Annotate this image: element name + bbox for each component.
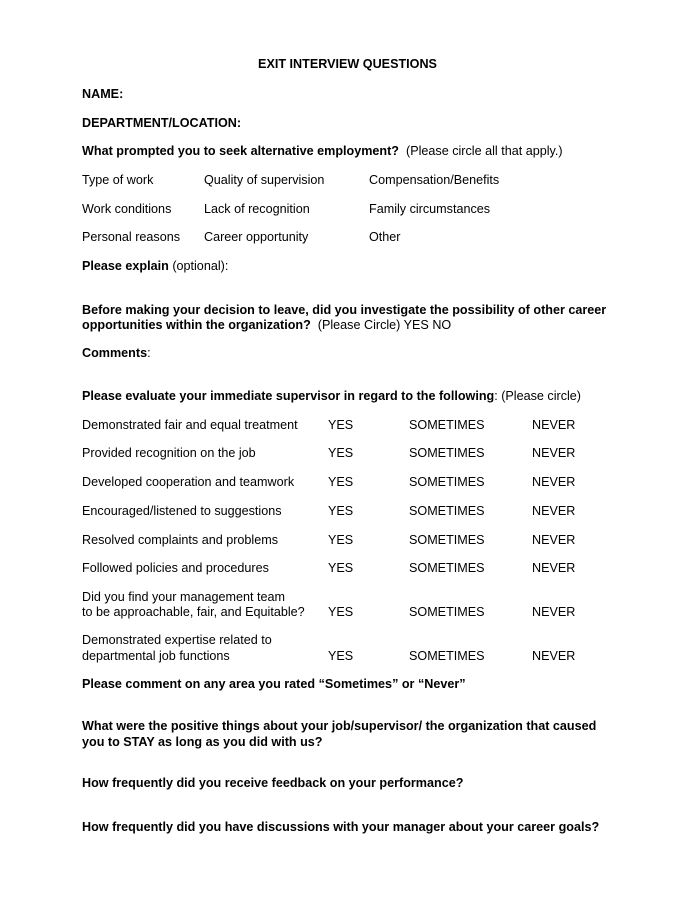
rating-yes: YES — [328, 446, 354, 460]
rating-sometimes: SOMETIMES — [409, 446, 485, 460]
rating-never: NEVER — [532, 418, 576, 432]
option-personal-reasons: Personal reasons — [82, 230, 181, 244]
rating-yes: YES — [328, 649, 354, 663]
comments-colon: : — [147, 346, 151, 360]
q3-instruction: : (Please circle) — [494, 389, 581, 403]
rating-yes: YES — [328, 475, 354, 489]
rating-yes: YES — [328, 504, 354, 518]
rating-item-label-line2: departmental job functions — [82, 649, 230, 663]
option-family-circumstances: Family circumstances — [369, 202, 491, 216]
rating-yes: YES — [328, 418, 354, 432]
rating-never: NEVER — [532, 446, 576, 460]
name-label: NAME: — [82, 87, 124, 101]
comments-row — [82, 346, 151, 360]
department-label: DEPARTMENT/LOCATION: — [82, 116, 242, 130]
rating-never: NEVER — [532, 561, 576, 575]
q1-instruction: (Please circle all that apply.) — [406, 144, 563, 158]
q5-line1: What were the positive things about your job/supervisor/ the organization that caused — [82, 719, 597, 733]
rating-item-label: Followed policies and procedures — [82, 561, 269, 575]
rating-sometimes: SOMETIMES — [409, 475, 485, 489]
rating-item-label-line1: Demonstrated expertise related to — [82, 633, 272, 647]
rating-item-label-line2: to be approachable, fair, and Equitable? — [82, 605, 305, 619]
rating-item-label-line1: Did you find your management team — [82, 590, 286, 604]
rating-item-label: Provided recognition on the job — [82, 446, 256, 460]
rating-sometimes: SOMETIMES — [409, 605, 485, 619]
rating-item-label: Resolved complaints and problems — [82, 533, 279, 547]
rating-never: NEVER — [532, 605, 576, 619]
rating-never: NEVER — [532, 533, 576, 547]
explain-note: (optional): — [172, 259, 229, 273]
explain-row — [82, 259, 228, 273]
rating-yes: YES — [328, 561, 354, 575]
q2-line2: opportunities within the organization? — [82, 318, 311, 332]
option-compensation-benefits: Compensation/Benefits — [369, 173, 500, 187]
rating-sometimes: SOMETIMES — [409, 418, 485, 432]
q7-text: How frequently did you have discussions with your manager about your career goals? — [82, 820, 600, 834]
rating-yes: YES — [328, 605, 354, 619]
q1-question: What prompted you to seek alternative employment? — [82, 144, 400, 158]
rating-sometimes: SOMETIMES — [409, 533, 485, 547]
rating-item-label: Encouraged/listened to suggestions — [82, 504, 282, 518]
q5-line2: you to STAY as long as you did with us? — [82, 735, 323, 749]
explain-label: Please explain — [82, 259, 169, 273]
rating-item-label: Developed cooperation and teamwork — [82, 475, 295, 489]
q2-instruction: (Please Circle) YES NO — [317, 318, 452, 332]
option-career-opportunity: Career opportunity — [204, 230, 309, 244]
q3-heading — [82, 389, 581, 403]
rating-never: NEVER — [532, 504, 576, 518]
option-work-conditions: Work conditions — [82, 202, 172, 216]
q3-question: Please evaluate your immediate supervisor in regard to the following — [82, 389, 495, 403]
option-type-of-work: Type of work — [82, 173, 154, 187]
rating-never: NEVER — [532, 475, 576, 489]
option-quality-of-supervision: Quality of supervision — [204, 173, 325, 187]
rating-sometimes: SOMETIMES — [409, 561, 485, 575]
document-title: EXIT INTERVIEW QUESTIONS — [258, 57, 437, 71]
rating-sometimes: SOMETIMES — [409, 649, 485, 663]
q6-text: How frequently did you receive feedback on your performance? — [82, 776, 464, 790]
rating-item-label: Demonstrated fair and equal treatment — [82, 418, 298, 432]
rating-sometimes: SOMETIMES — [409, 504, 485, 518]
option-lack-of-recognition: Lack of recognition — [204, 202, 310, 216]
rating-never: NEVER — [532, 649, 576, 663]
rating-yes: YES — [328, 533, 354, 547]
q1-heading — [82, 144, 563, 158]
q4-text: Please comment on any area you rated “Sometimes” or “Never” — [82, 677, 466, 691]
q2-line1: Before making your decision to leave, did you investigate the possibility of other career — [82, 303, 607, 317]
option-other: Other — [369, 230, 401, 244]
q2-line2-row — [82, 317, 451, 333]
comments-label: Comments — [82, 346, 148, 360]
